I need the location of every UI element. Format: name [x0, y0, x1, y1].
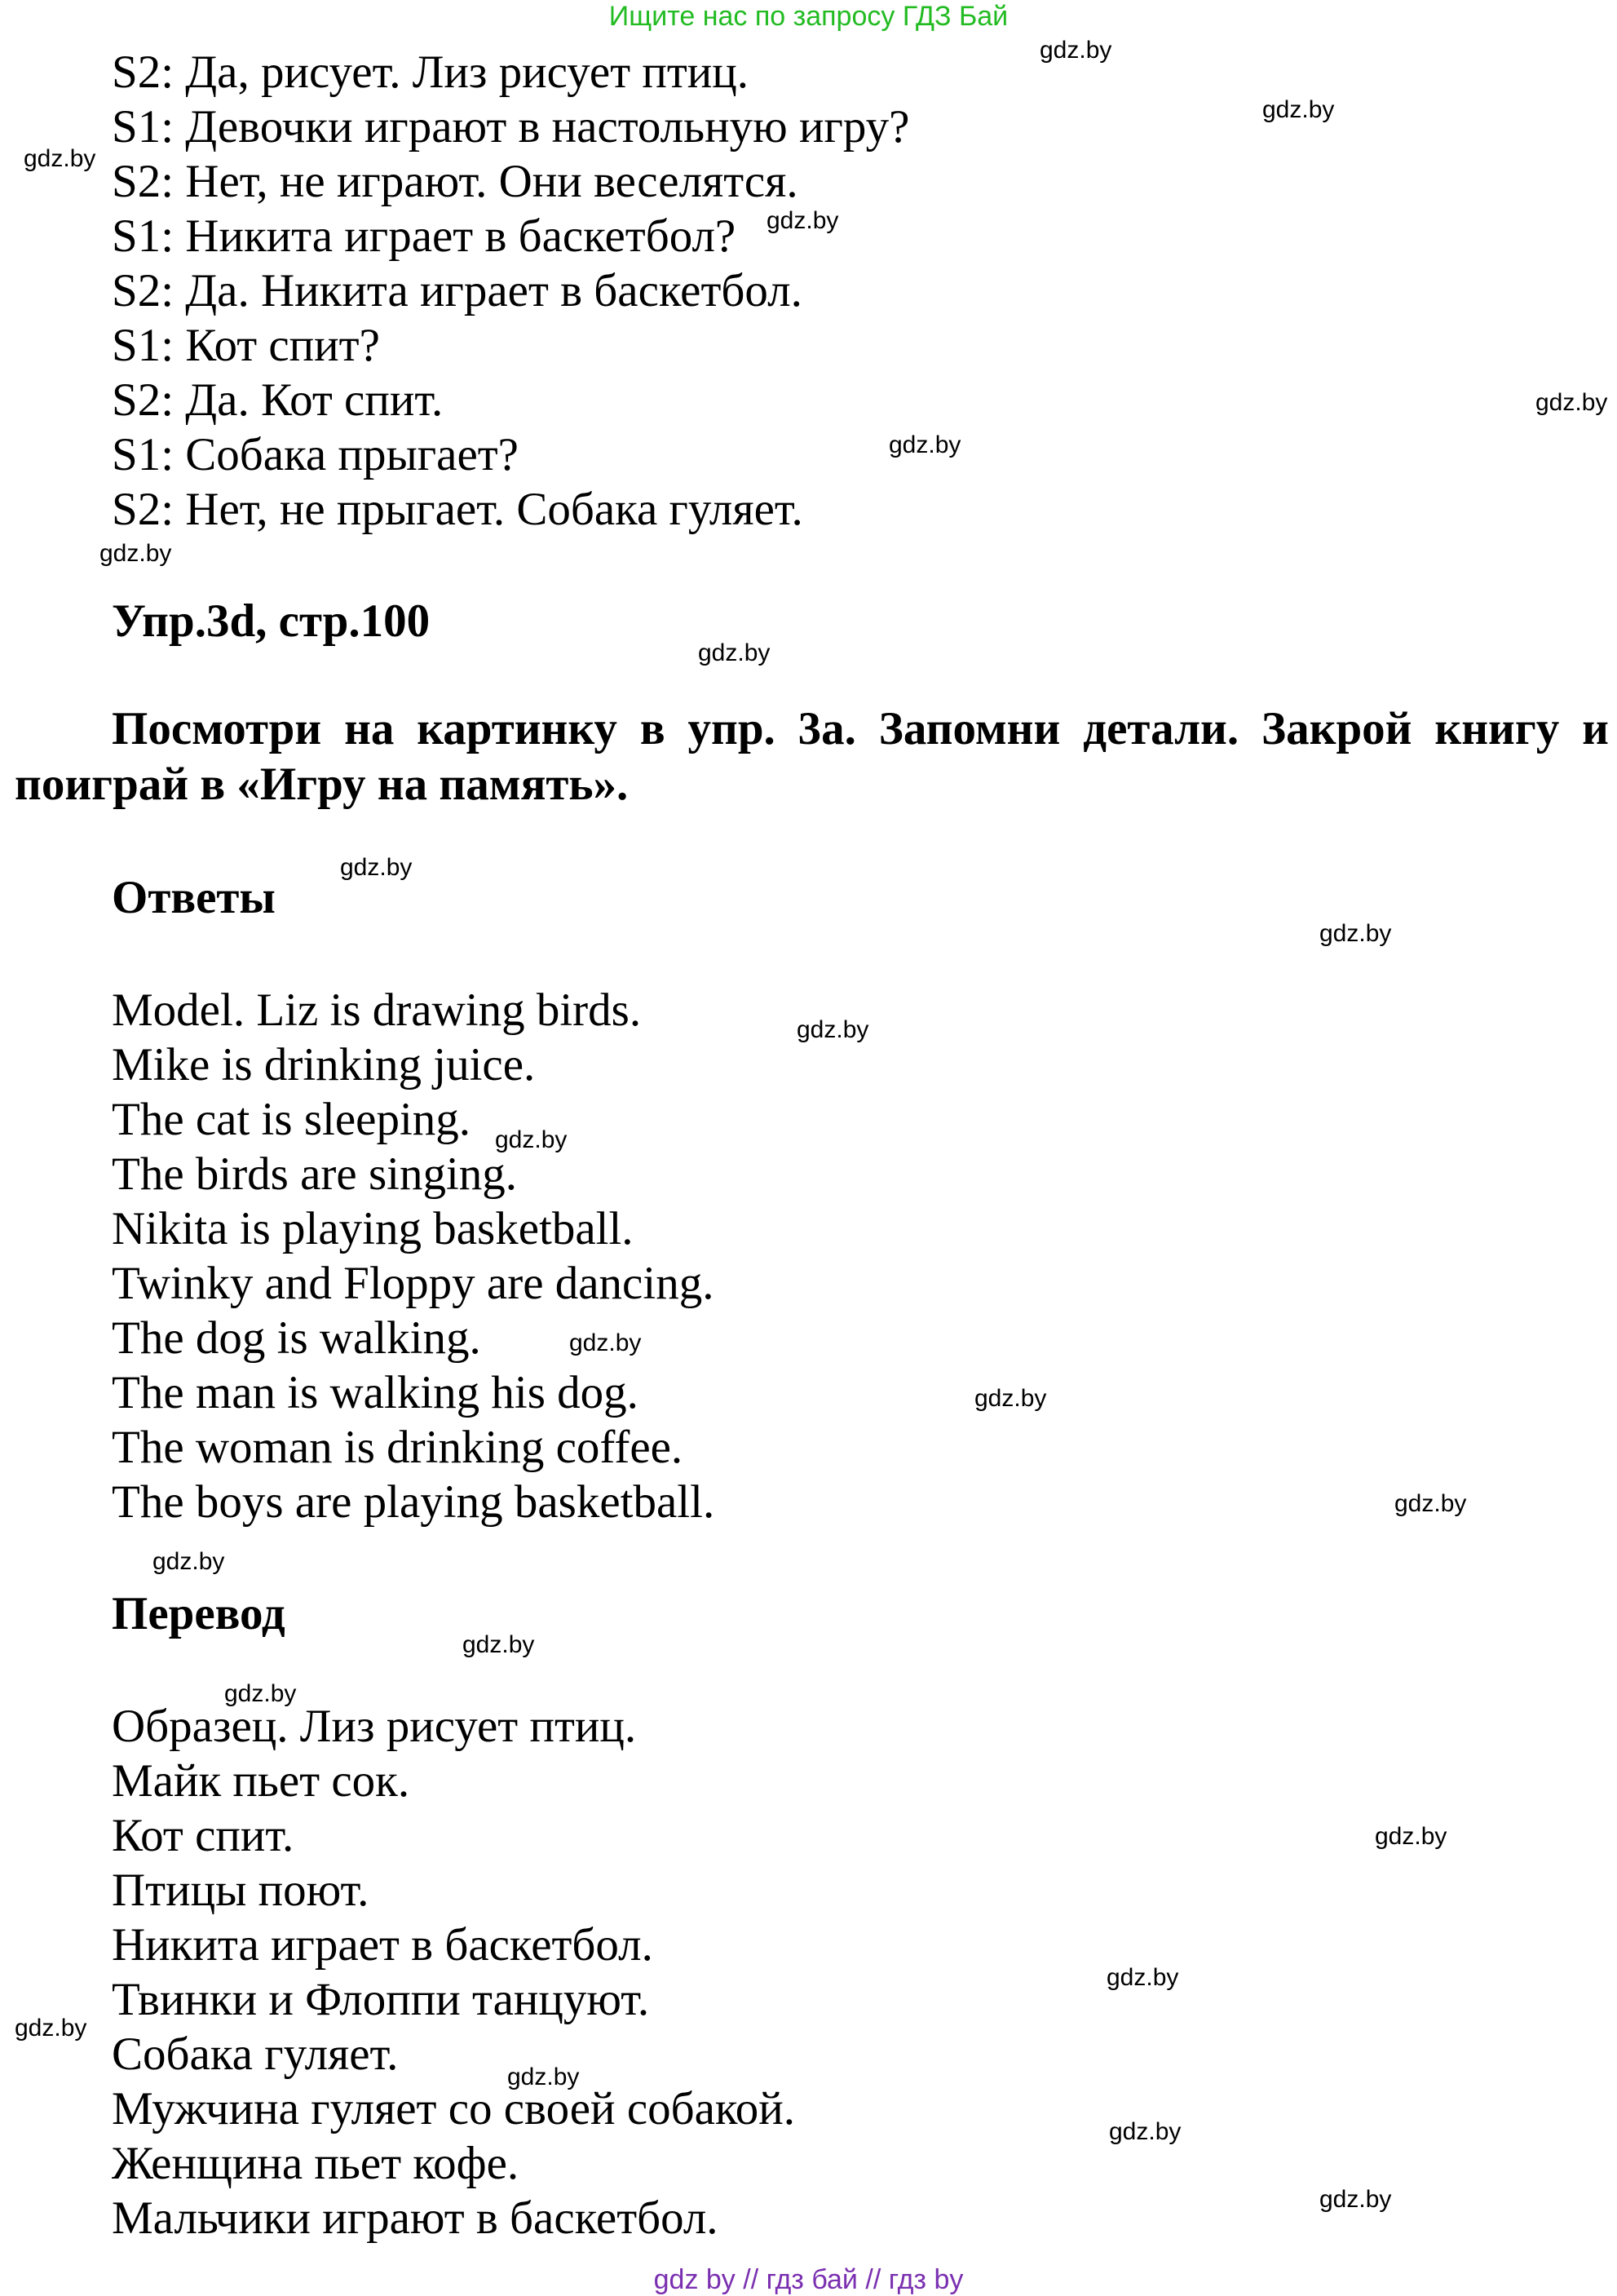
- task-instruction: [15, 701, 1609, 812]
- watermark: gdz.by: [1107, 1964, 1179, 1991]
- dialogue-line: S1: Девочки играют в настольную игру?: [112, 101, 910, 153]
- watermark: gdz.by: [1319, 920, 1392, 947]
- translation-line: Собака гуляет.: [112, 2028, 399, 2080]
- translation-line: Женщина пьет кофе.: [112, 2138, 519, 2189]
- watermark: gdz.by: [1319, 2186, 1392, 2213]
- dialogue-line: S2: Нет, не прыгает. Собака гуляет.: [112, 484, 803, 535]
- watermark: gdz.by: [15, 2015, 87, 2042]
- translation-line: Майк пьет сок.: [112, 1755, 410, 1807]
- dialogue-line: S1: Никита играет в баскетбол?: [112, 210, 736, 262]
- watermark: gdz.by: [797, 1016, 869, 1043]
- answer-line: The man is walking his dog.: [112, 1367, 638, 1418]
- watermark: gdz.by: [569, 1329, 642, 1356]
- watermark: gdz.by: [495, 1126, 568, 1153]
- dialogue-line: S1: Собака прыгает?: [112, 429, 519, 480]
- answer-line: Mike is drinking juice.: [112, 1039, 536, 1090]
- task-text: Посмотри на картинку в упр. 3а. Запомни детали. Закрой книгу и поиграй в «Игру на память».: [15, 703, 1609, 810]
- dialogue-line: S2: Да. Никита играет в баскетбол.: [112, 265, 802, 316]
- translation-line: Птицы поют.: [112, 1865, 369, 1916]
- translation-line: Мальчики играют в баскетбол.: [112, 2192, 718, 2244]
- answer-line: The birds are singing.: [112, 1148, 518, 1200]
- answer-line: Nikita is playing basketball.: [112, 1203, 634, 1254]
- watermark: gdz.by: [1394, 1490, 1467, 1517]
- answer-line: Model. Liz is drawing birds.: [112, 984, 642, 1036]
- watermark: gdz.by: [889, 431, 961, 458]
- answer-line: The boys are playing basketball.: [112, 1476, 715, 1528]
- watermark: gdz.by: [1375, 1823, 1447, 1850]
- dialogue-line: S1: Кот спит?: [112, 320, 380, 371]
- watermark: gdz.by: [99, 540, 172, 567]
- exercise-title: Упр.3d, стр.100: [112, 595, 431, 647]
- watermark: gdz.by: [767, 207, 839, 234]
- watermark: gdz.by: [462, 1631, 535, 1658]
- translation-line: Кот спит.: [112, 1810, 294, 1861]
- answer-line: The cat is sleeping.: [112, 1094, 471, 1145]
- answer-line: Twinky and Floppy are dancing.: [112, 1258, 714, 1309]
- translation-line: Твинки и Флоппи танцуют.: [112, 1974, 650, 2025]
- watermark: gdz.by: [507, 2064, 580, 2090]
- translation-line: Мужчина гуляет со своей собакой.: [112, 2083, 795, 2135]
- translation-line: Образец. Лиз рисует птиц.: [112, 1701, 637, 1752]
- top-banner[interactable]: Ищите нас по запросу ГДЗ Бай: [608, 1, 1009, 32]
- watermark: gdz.by: [1040, 37, 1112, 64]
- dialogue-line: S2: Да. Кот спит.: [112, 374, 444, 426]
- watermark: gdz.by: [24, 145, 96, 172]
- answer-line: The dog is walking.: [112, 1312, 481, 1364]
- watermark: gdz.by: [974, 1385, 1047, 1412]
- watermark: gdz.by: [1535, 389, 1608, 416]
- watermark: gdz.by: [224, 1680, 297, 1707]
- watermark: gdz.by: [1109, 2118, 1182, 2145]
- translation-heading: Перевод: [112, 1588, 285, 1639]
- answer-line: The woman is drinking coffee.: [112, 1422, 683, 1473]
- dialogue-line: S2: Да, рисует. Лиз рисует птиц.: [112, 46, 749, 98]
- dialogue-line: S2: Нет, не играют. Они веселятся.: [112, 156, 798, 207]
- watermark: gdz.by: [152, 1548, 225, 1575]
- footer-links[interactable]: gdz by // гдз бай // гдз by: [653, 2264, 964, 2295]
- watermark: gdz.by: [340, 854, 413, 881]
- watermark: gdz.by: [1262, 96, 1335, 123]
- answers-heading: Ответы: [112, 872, 276, 923]
- watermark: gdz.by: [698, 639, 771, 666]
- translation-line: Никита играет в баскетбол.: [112, 1919, 653, 1971]
